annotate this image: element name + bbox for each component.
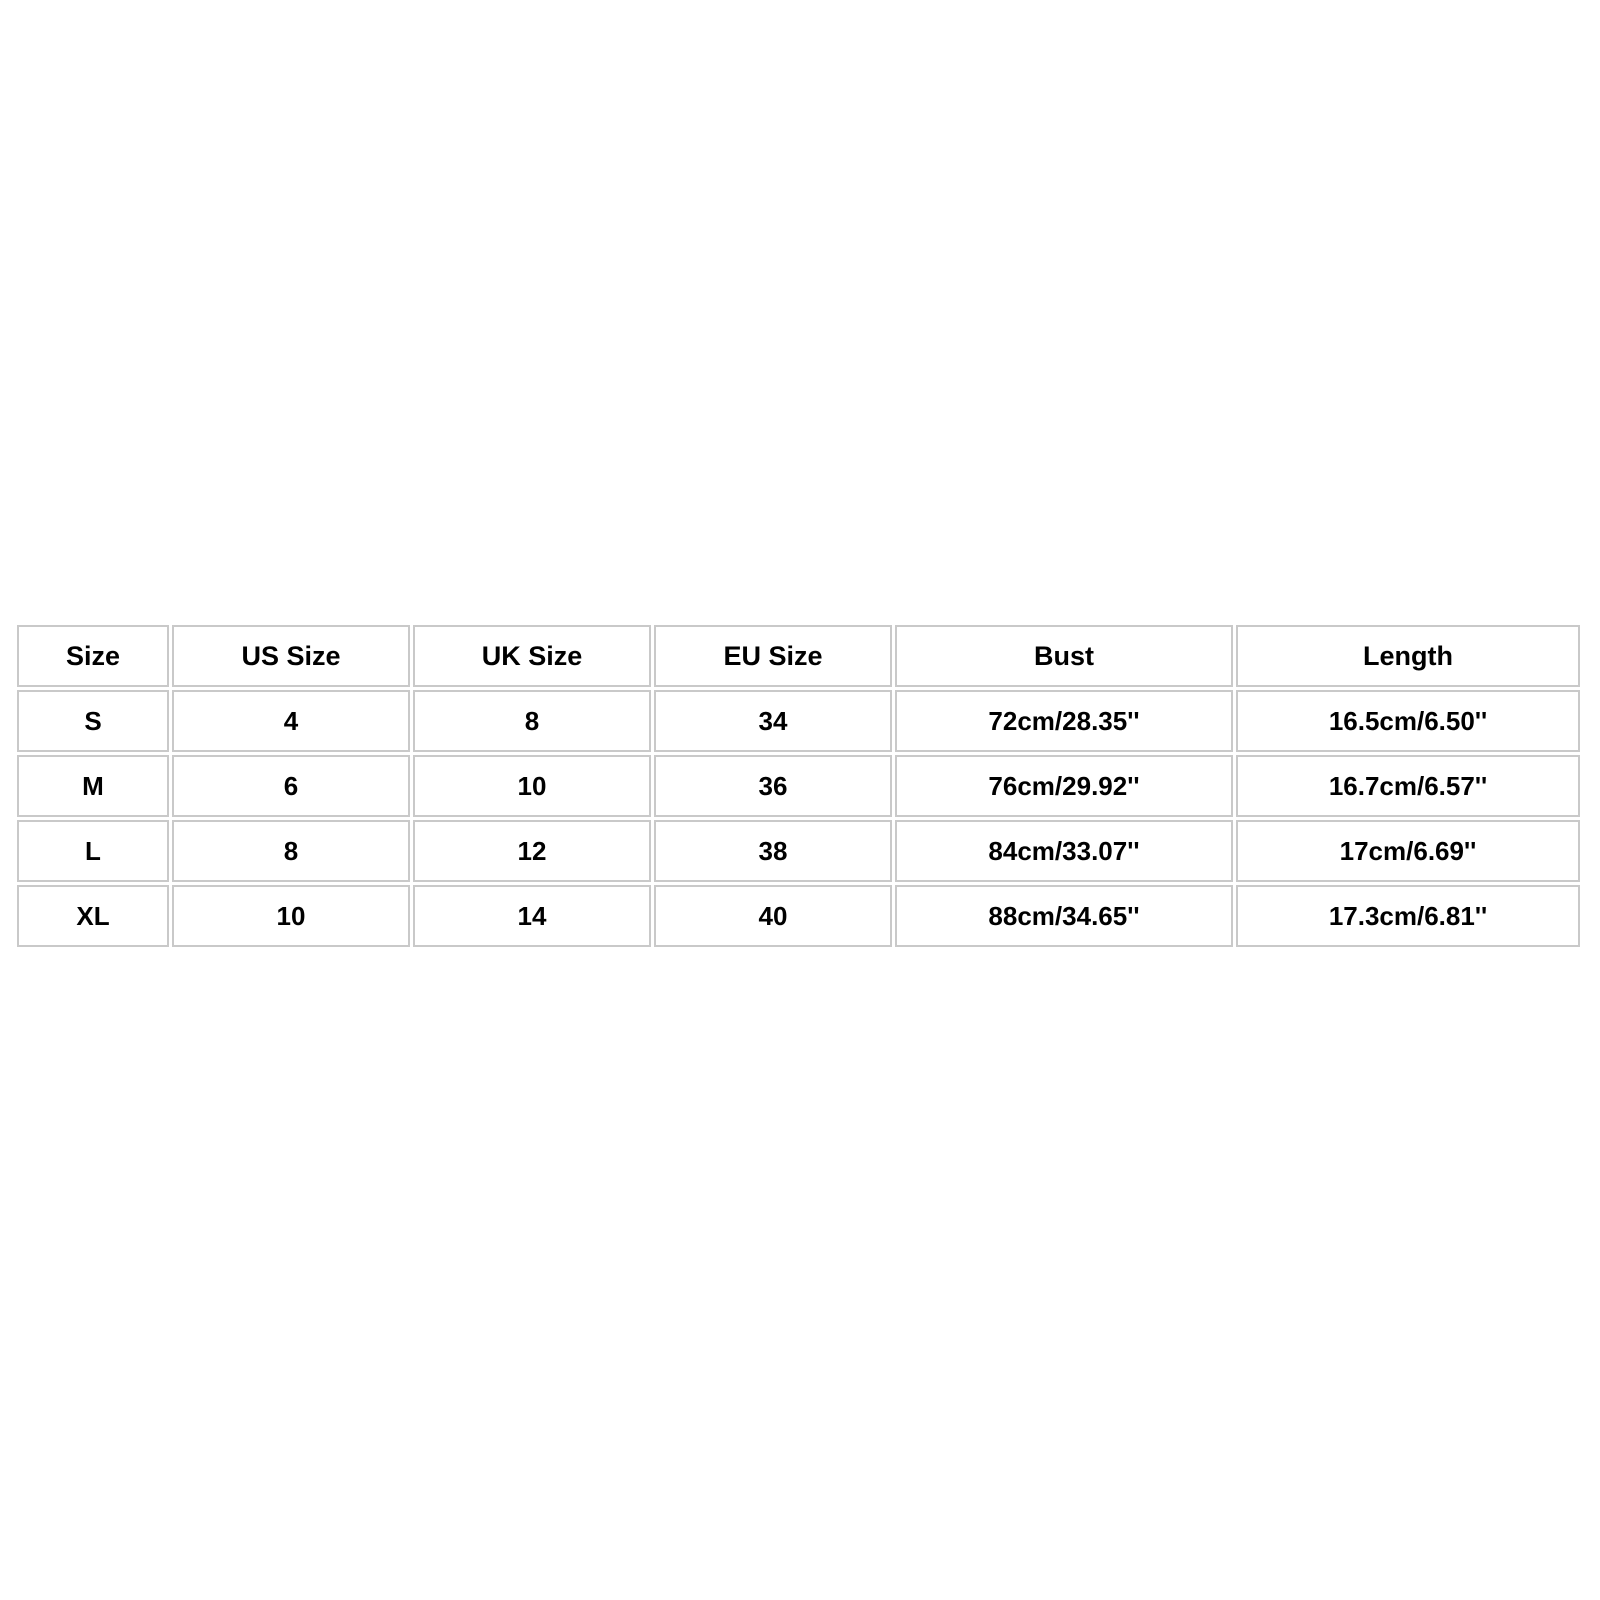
cell-eu-size: 40 [654,885,892,947]
table-row [17,885,1580,947]
cell-size: S [17,690,169,752]
table-row [17,755,1580,817]
cell-size: XL [17,885,169,947]
cell-eu-size: 36 [654,755,892,817]
table-body [17,690,1580,947]
cell-uk-size: 10 [413,755,651,817]
cell-size: M [17,755,169,817]
cell-uk-size: 14 [413,885,651,947]
column-header-length: Length [1236,625,1580,687]
table-row [17,690,1580,752]
cell-us-size: 4 [172,690,410,752]
table-header-row [17,625,1580,687]
cell-uk-size: 12 [413,820,651,882]
column-header-uk-size: UK Size [413,625,651,687]
cell-length: 17cm/6.69'' [1236,820,1580,882]
cell-us-size: 6 [172,755,410,817]
cell-length: 17.3cm/6.81'' [1236,885,1580,947]
cell-bust: 84cm/33.07'' [895,820,1233,882]
cell-us-size: 10 [172,885,410,947]
column-header-eu-size: EU Size [654,625,892,687]
table-header [17,625,1580,687]
cell-length: 16.5cm/6.50'' [1236,690,1580,752]
cell-us-size: 8 [172,820,410,882]
size-chart-table [14,622,1583,950]
cell-bust: 76cm/29.92'' [895,755,1233,817]
cell-length: 16.7cm/6.57'' [1236,755,1580,817]
column-header-bust: Bust [895,625,1233,687]
cell-eu-size: 34 [654,690,892,752]
cell-eu-size: 38 [654,820,892,882]
cell-bust: 88cm/34.65'' [895,885,1233,947]
cell-size: L [17,820,169,882]
column-header-size: Size [17,625,169,687]
table-row [17,820,1580,882]
cell-bust: 72cm/28.35'' [895,690,1233,752]
size-chart-container [14,622,1562,950]
cell-uk-size: 8 [413,690,651,752]
column-header-us-size: US Size [172,625,410,687]
